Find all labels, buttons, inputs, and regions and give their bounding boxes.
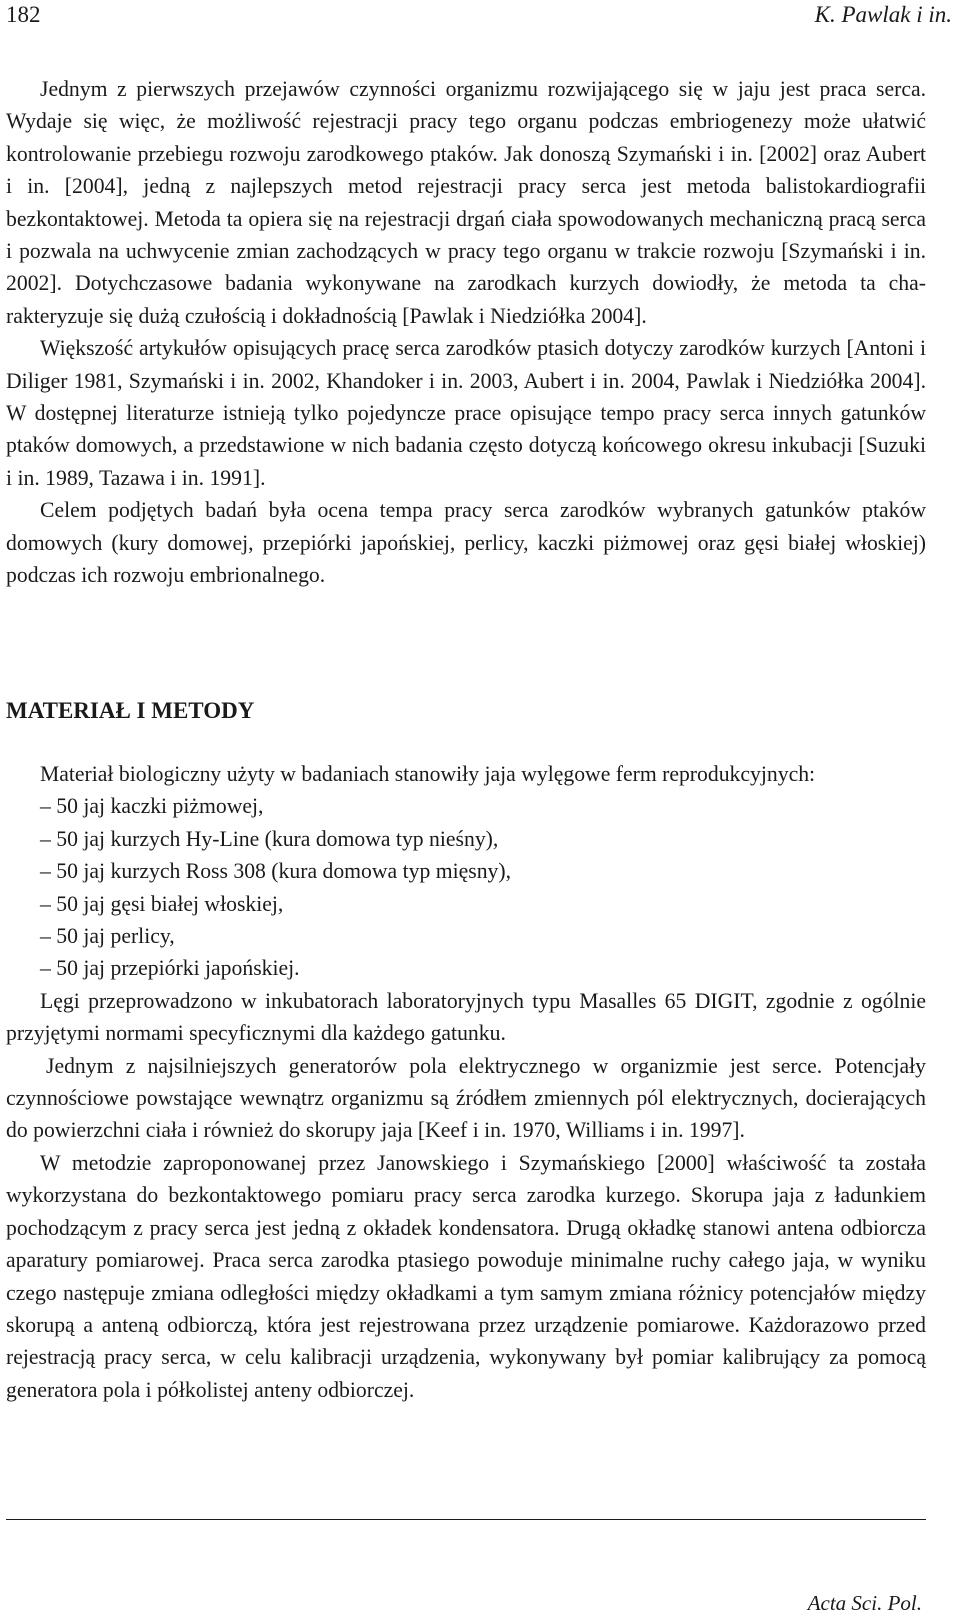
list-item: – 50 jaj perlicy, (40, 924, 175, 949)
list-item: – 50 jaj kaczki piżmowej, (40, 794, 264, 819)
intro-paragraph-2: Większość artykułów opisujących pracę serca zarodków ptasich dotyczy zarodków kurzych [Antoni i Diliger 1981, Szymański i in. 2002, Khandoker i in. 2003, Aubert i in. 2004, Pawlak i Niedziółka 2004]. W dostępnej literaturze istnieją tylko pojedyncze prace opisujące tempo pracy serca innych gatunków ptaków domowych, a przedstawione w nich badania często dotyczą końcowego okresu inkubacji [Suzuki i in. 1989, Tazawa i in. 1991]. (6, 336, 926, 490)
methods-paragraph-1: Lęgi przeprowadzono w inkubatorach laboratoryjnych typu Masalles 65 DIGIT, zgodnie z ogólnie przyjętymi normami specyficznymi dla każdego gatunku. (6, 988, 926, 1046)
list-item: – 50 jaj gęsi białej włoskiej, (40, 891, 284, 916)
intro-paragraph-1: Jednym z pierwszych przejawów czynności organizmu rozwijającego się w jaju jest praca serca. Wydaje się więc, że możliwość rejestracji pracy tego organu podczas embriogenezy może ułatwić kontrolowanie przebiegu rozwoju zarodkowego ptaków. Jak donoszą Szymański i in. [2002] oraz Aubert i in. [2004], jedną z najlepszych metod rejestracji pracy serca jest metoda balistokardiografii bezkontaktowej. Metoda ta opiera się na rejestracji drgań ciała spowodowanych mechaniczną pracą serca i pozwala na uchwycenie zmian zachodzących w pracy tego organu w trakcie rozwoju [Szymański i in. 2002]. Dotychczasowe badania wykonywane na zarodkach kurzych dowiodły, że metoda ta charakteryzuje się dużą czułością i dokładnością [Pawlak i Niedziółka 2004]. (6, 77, 926, 328)
running-head: K. Pawlak i in. (814, 2, 952, 27)
methods-paragraph-3: W metodzie zaproponowanej przez Janowskiego i Szymańskiego [2000] właściwość ta została wykorzystana do bezkontaktowego pomiaru pracy serca zarodka kurzego. Skorupa jaja z ładunkiem pochodzącym z pracy serca jest jedną z okładek kondensatora. Drugą okładkę stanowi antena odbiorcza aparatury pomiarowej. Praca serca zarodka ptasiego powoduje minimalne ruchy całego jaja, w wyniku czego następuje zmiana odległości między okładkami a tym samym zmiana różnicy potencjałów między skorupą a anteną odbiorczą, która jest rejestrowana przez urządzenie pomiarowe. Każdorazowo przed rejestracją pracy serca, w celu kalibracji urządzenia, wykonywany był pomiar kalibrujący za pomocą generatora pola i półkolistej anteny odbiorczej. (6, 1150, 926, 1402)
list-item: – 50 jaj kurzych Hy-Line (kura domowa typ nieśny), (40, 826, 499, 851)
introduction-section (6, 73, 926, 592)
materials-list (6, 790, 926, 984)
section-heading-methods: MATERIAŁ I METODY (6, 698, 255, 723)
intro-paragraph-3: Celem podjętych badań była ocena tempa pracy serca zarodków wybranych gatunków ptaków domowych (kury domowej, przepiórki japońskiej, perlicy, kaczki piżmowej oraz gęsi białej włoskiej) podczas ich rozwoju embrionalnego. (6, 498, 926, 588)
methods-section (6, 758, 926, 1406)
footer-journal-name: Acta Sci. Pol. (807, 1591, 922, 1615)
list-item: – 50 jaj przepiórki japońskiej. (40, 956, 300, 981)
methods-paragraph-2: Jednym z najsilniejszych generatorów pola elektrycznego w organizmie jest serce. Potencjały czynnościowe powstające wewnątrz organizmu są źródłem zmiennych pól elektrycznych, docierających do powierzchni ciała i również do skorupy jaja [Keef i in. 1970, Williams i in. 1997]. (6, 1053, 926, 1143)
methods-lead: Materiał biologiczny użyty w badaniach stanowiły jaja wylęgowe ferm reprodukcyjnych: (40, 762, 816, 786)
list-item: – 50 jaj kurzych Ross 308 (kura domowa typ mięsny), (40, 859, 512, 884)
footer-divider (6, 1519, 926, 1520)
page-number: 182 (6, 2, 41, 27)
